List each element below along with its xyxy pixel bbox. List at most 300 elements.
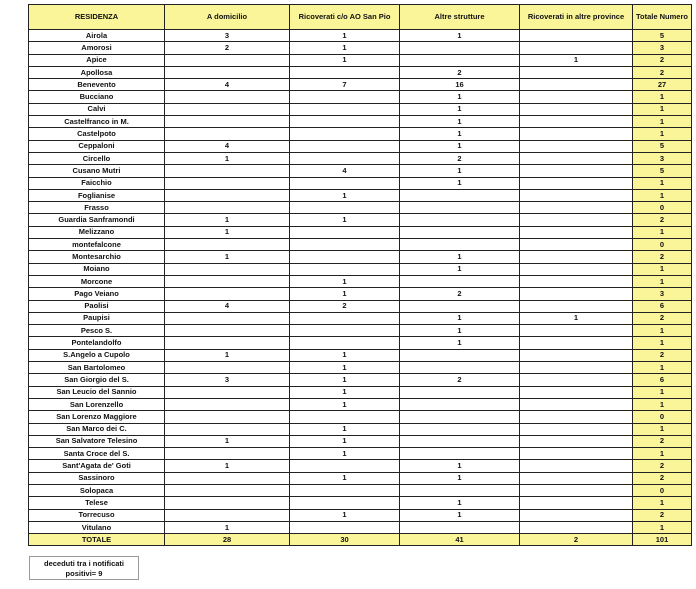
table-row [29,398,692,410]
table-row [29,349,692,361]
cell-totale-numero: 2 [633,435,692,447]
cell-ricoverati-altre-province [520,448,633,460]
table-row [29,91,692,103]
cell-totale-numero: 1 [633,386,692,398]
cell-a-domicilio [165,54,290,66]
cell-totale-numero: 1 [633,337,692,349]
table-row [29,362,692,374]
cell-altre-strutture [400,214,520,226]
table-row [29,448,692,460]
table-row [29,374,692,386]
cell-totale-numero: 2 [633,349,692,361]
cell-residenza: Ceppaloni [29,140,165,152]
table-row [29,42,692,54]
cell-residenza: Torrecuso [29,509,165,521]
cell-altre-strutture [400,275,520,287]
total-totale-numero: 101 [633,534,692,546]
total-a-domicilio: 28 [165,534,290,546]
cell-altre-strutture [400,226,520,238]
cell-altre-strutture [400,300,520,312]
cell-ricoverati-san-pio [290,251,400,263]
cell-a-domicilio: 3 [165,30,290,42]
cell-ricoverati-altre-province [520,165,633,177]
cell-altre-strutture [400,386,520,398]
cell-a-domicilio [165,497,290,509]
cell-ricoverati-altre-province [520,91,633,103]
cell-totale-numero: 0 [633,411,692,423]
cell-a-domicilio: 3 [165,374,290,386]
cell-totale-numero: 1 [633,226,692,238]
cell-ricoverati-altre-province [520,226,633,238]
cell-ricoverati-altre-province [520,263,633,275]
cell-ricoverati-san-pio: 4 [290,165,400,177]
cell-ricoverati-san-pio: 2 [290,300,400,312]
cell-a-domicilio: 4 [165,300,290,312]
cell-altre-strutture: 1 [400,312,520,324]
cell-a-domicilio [165,239,290,251]
cell-ricoverati-altre-province [520,325,633,337]
cell-ricoverati-san-pio: 1 [290,54,400,66]
cell-altre-strutture [400,42,520,54]
cell-altre-strutture [400,411,520,423]
cell-a-domicilio: 1 [165,521,290,533]
cell-a-domicilio [165,275,290,287]
cell-a-domicilio [165,423,290,435]
cell-ricoverati-altre-province: 1 [520,312,633,324]
cell-residenza: San Giorgio del S. [29,374,165,386]
cell-residenza: San Marco dei C. [29,423,165,435]
cell-ricoverati-altre-province [520,152,633,164]
cell-ricoverati-altre-province [520,398,633,410]
cell-altre-strutture [400,349,520,361]
cell-ricoverati-altre-province: 1 [520,54,633,66]
table-row [29,484,692,496]
table-row [29,300,692,312]
cell-a-domicilio [165,472,290,484]
cell-a-domicilio: 4 [165,140,290,152]
cell-ricoverati-san-pio: 1 [290,275,400,287]
header-totale-numero: Totale Numero [633,5,692,30]
cell-altre-strutture: 2 [400,66,520,78]
cell-a-domicilio [165,448,290,460]
cell-altre-strutture: 1 [400,128,520,140]
cell-totale-numero: 1 [633,263,692,275]
table-row [29,214,692,226]
table-row [29,521,692,533]
table-row [29,226,692,238]
cell-a-domicilio [165,177,290,189]
table-row [29,337,692,349]
deaths-note-line1: deceduti tra i notificati [43,559,124,568]
deaths-note [29,556,139,580]
cell-a-domicilio: 2 [165,42,290,54]
cell-a-domicilio [165,189,290,201]
cell-residenza: Sant'Agata de' Goti [29,460,165,472]
cell-residenza: San Lorenzo Maggiore [29,411,165,423]
cell-ricoverati-san-pio: 1 [290,398,400,410]
table-row [29,460,692,472]
cell-altre-strutture: 1 [400,30,520,42]
cell-ricoverati-altre-province [520,177,633,189]
cell-a-domicilio [165,411,290,423]
table-row [29,177,692,189]
cell-totale-numero: 2 [633,54,692,66]
cell-altre-strutture: 1 [400,337,520,349]
cell-ricoverati-san-pio: 1 [290,362,400,374]
cell-residenza: Amorosi [29,42,165,54]
header-row [29,5,692,30]
cell-residenza: Pago Veiano [29,288,165,300]
deaths-note-line2: positivi= 9 [65,569,103,578]
cell-residenza: Melizzano [29,226,165,238]
table-row [29,66,692,78]
cell-residenza: Moiano [29,263,165,275]
cell-ricoverati-san-pio [290,103,400,115]
cell-ricoverati-altre-province [520,460,633,472]
total-altre-strutture: 41 [400,534,520,546]
cell-totale-numero: 1 [633,448,692,460]
cell-altre-strutture: 1 [400,509,520,521]
cell-altre-strutture [400,423,520,435]
table-row [29,189,692,201]
cell-altre-strutture [400,435,520,447]
cell-residenza: Pesco S. [29,325,165,337]
table-row [29,103,692,115]
table-row [29,79,692,91]
table-row [29,263,692,275]
cell-ricoverati-altre-province [520,42,633,54]
cell-ricoverati-san-pio [290,239,400,251]
cell-ricoverati-san-pio: 1 [290,386,400,398]
cell-ricoverati-san-pio: 1 [290,472,400,484]
cell-a-domicilio [165,312,290,324]
cell-residenza: Calvi [29,103,165,115]
cell-totale-numero: 1 [633,362,692,374]
cell-ricoverati-altre-province [520,79,633,91]
table-row [29,472,692,484]
cell-a-domicilio: 1 [165,349,290,361]
cell-ricoverati-san-pio [290,66,400,78]
header-residenza: RESIDENZA [29,5,165,30]
cell-altre-strutture: 1 [400,177,520,189]
cell-residenza: montefalcone [29,239,165,251]
cell-residenza: Apollosa [29,66,165,78]
cell-totale-numero: 1 [633,189,692,201]
table-row [29,312,692,324]
cell-ricoverati-san-pio: 1 [290,42,400,54]
cell-residenza: Cusano Mutri [29,165,165,177]
table-row [29,54,692,66]
cell-residenza: S.Angelo a Cupolo [29,349,165,361]
cell-altre-strutture: 2 [400,152,520,164]
table-row [29,509,692,521]
cell-altre-strutture: 1 [400,497,520,509]
cell-ricoverati-san-pio [290,263,400,275]
cell-a-domicilio [165,362,290,374]
cell-altre-strutture: 1 [400,460,520,472]
cell-totale-numero: 0 [633,484,692,496]
cell-a-domicilio [165,165,290,177]
cell-altre-strutture: 1 [400,91,520,103]
cell-a-domicilio: 1 [165,226,290,238]
cell-a-domicilio [165,202,290,214]
cell-a-domicilio [165,484,290,496]
cell-ricoverati-altre-province [520,509,633,521]
cell-residenza: Benevento [29,79,165,91]
cell-ricoverati-altre-province [520,472,633,484]
cell-a-domicilio [165,337,290,349]
cell-totale-numero: 6 [633,374,692,386]
cell-ricoverati-san-pio: 1 [290,509,400,521]
cell-ricoverati-san-pio: 1 [290,448,400,460]
cell-totale-numero: 1 [633,398,692,410]
cell-altre-strutture: 1 [400,325,520,337]
cell-ricoverati-altre-province [520,128,633,140]
cell-residenza: San Leucio del Sannio [29,386,165,398]
cell-residenza: Castelpoto [29,128,165,140]
cell-ricoverati-san-pio [290,140,400,152]
cell-totale-numero: 2 [633,251,692,263]
cell-altre-strutture [400,521,520,533]
cell-residenza: Circello [29,152,165,164]
cell-totale-numero: 2 [633,509,692,521]
table-row [29,239,692,251]
table-row [29,497,692,509]
cell-ricoverati-san-pio [290,312,400,324]
cell-ricoverati-altre-province [520,435,633,447]
cell-ricoverati-altre-province [520,288,633,300]
cell-ricoverati-altre-province [520,497,633,509]
cell-residenza: Pontelandolfo [29,337,165,349]
cell-ricoverati-altre-province [520,30,633,42]
cell-residenza: Sassinoro [29,472,165,484]
table-row [29,275,692,287]
header-ricoverati-altre-province: Ricoverati in altre province [520,5,633,30]
cell-ricoverati-san-pio: 7 [290,79,400,91]
table-row [29,140,692,152]
cell-totale-numero: 1 [633,103,692,115]
cell-totale-numero: 2 [633,460,692,472]
cell-totale-numero: 1 [633,116,692,128]
cell-a-domicilio: 1 [165,214,290,226]
cell-ricoverati-san-pio [290,337,400,349]
cell-altre-strutture: 1 [400,103,520,115]
table-row [29,30,692,42]
cell-altre-strutture: 1 [400,116,520,128]
cell-altre-strutture: 1 [400,140,520,152]
cell-residenza: Castelfranco in M. [29,116,165,128]
cell-residenza: Paolisi [29,300,165,312]
cell-ricoverati-altre-province [520,300,633,312]
table-row [29,325,692,337]
cell-ricoverati-altre-province [520,116,633,128]
cell-residenza: Faicchio [29,177,165,189]
cell-a-domicilio: 1 [165,251,290,263]
table-row [29,435,692,447]
cell-altre-strutture: 1 [400,263,520,275]
cell-residenza: Morcone [29,275,165,287]
cell-a-domicilio: 4 [165,79,290,91]
cell-totale-numero: 5 [633,30,692,42]
cell-residenza: Airola [29,30,165,42]
cell-totale-numero: 2 [633,214,692,226]
cell-a-domicilio [165,509,290,521]
cell-totale-numero: 2 [633,312,692,324]
cell-residenza: Solopaca [29,484,165,496]
table-row [29,165,692,177]
cell-residenza: Foglianise [29,189,165,201]
cell-totale-numero: 1 [633,91,692,103]
cell-altre-strutture [400,398,520,410]
cell-totale-numero: 6 [633,300,692,312]
cell-totale-numero: 3 [633,42,692,54]
table-row [29,128,692,140]
cell-totale-numero: 0 [633,202,692,214]
cell-totale-numero: 2 [633,66,692,78]
cell-ricoverati-san-pio [290,521,400,533]
cell-ricoverati-altre-province [520,214,633,226]
cell-ricoverati-san-pio [290,128,400,140]
cell-a-domicilio [165,325,290,337]
cell-ricoverati-san-pio: 1 [290,423,400,435]
cell-ricoverati-altre-province [520,521,633,533]
total-residenza: TOTALE [29,534,165,546]
cell-residenza: Santa Croce del S. [29,448,165,460]
cell-ricoverati-altre-province [520,66,633,78]
cell-altre-strutture [400,448,520,460]
totals-row [29,534,692,546]
cell-a-domicilio [165,128,290,140]
cell-ricoverati-san-pio: 1 [290,30,400,42]
table-row [29,411,692,423]
cell-totale-numero: 3 [633,152,692,164]
cell-totale-numero: 2 [633,472,692,484]
cell-altre-strutture: 1 [400,472,520,484]
cell-ricoverati-san-pio [290,411,400,423]
cell-ricoverati-altre-province [520,411,633,423]
cell-ricoverati-altre-province [520,423,633,435]
cell-residenza: Telese [29,497,165,509]
cell-a-domicilio [165,263,290,275]
cell-ricoverati-san-pio: 1 [290,374,400,386]
cell-a-domicilio: 1 [165,460,290,472]
cell-residenza: Montesarchio [29,251,165,263]
cell-altre-strutture: 2 [400,374,520,386]
cell-ricoverati-altre-province [520,362,633,374]
cell-altre-strutture [400,239,520,251]
cell-ricoverati-san-pio [290,226,400,238]
cell-ricoverati-san-pio [290,116,400,128]
cell-a-domicilio [165,66,290,78]
cell-totale-numero: 5 [633,165,692,177]
cell-ricoverati-san-pio: 1 [290,349,400,361]
cell-ricoverati-altre-province [520,349,633,361]
cell-ricoverati-san-pio: 1 [290,214,400,226]
cell-ricoverati-altre-province [520,251,633,263]
cell-a-domicilio [165,91,290,103]
cell-totale-numero: 27 [633,79,692,91]
cell-ricoverati-altre-province [520,337,633,349]
cell-a-domicilio [165,288,290,300]
cell-residenza: Guardia Sanframondi [29,214,165,226]
cell-altre-strutture [400,484,520,496]
cell-residenza: Vitulano [29,521,165,533]
table-body [29,30,692,546]
cell-totale-numero: 5 [633,140,692,152]
cell-totale-numero: 1 [633,325,692,337]
cell-residenza: San Lorenzello [29,398,165,410]
cell-totale-numero: 1 [633,128,692,140]
cell-totale-numero: 1 [633,521,692,533]
cell-ricoverati-altre-province [520,189,633,201]
cell-ricoverati-altre-province [520,140,633,152]
cell-a-domicilio [165,386,290,398]
header-altre-strutture: Altre strutture [400,5,520,30]
header-ricoverati-san-pio: Ricoverati c/o AO San Pio [290,5,400,30]
cell-residenza: San Bartolomeo [29,362,165,374]
cell-ricoverati-altre-province [520,275,633,287]
cell-ricoverati-san-pio [290,91,400,103]
table-row [29,116,692,128]
cell-residenza: Paupisi [29,312,165,324]
cell-ricoverati-altre-province [520,239,633,251]
table-row [29,202,692,214]
cell-altre-strutture [400,202,520,214]
cell-a-domicilio: 1 [165,435,290,447]
table-row [29,423,692,435]
table-row [29,152,692,164]
table-row [29,288,692,300]
cell-a-domicilio [165,398,290,410]
total-ricoverati-altre-province: 2 [520,534,633,546]
header-a-domicilio: A domicilio [165,5,290,30]
cell-ricoverati-san-pio [290,460,400,472]
cell-a-domicilio [165,116,290,128]
cell-altre-strutture [400,54,520,66]
cell-residenza: San Salvatore Telesino [29,435,165,447]
cell-altre-strutture: 2 [400,288,520,300]
cell-ricoverati-san-pio [290,177,400,189]
cell-totale-numero: 1 [633,423,692,435]
cell-totale-numero: 3 [633,288,692,300]
cell-a-domicilio [165,103,290,115]
cell-altre-strutture: 1 [400,165,520,177]
table-row [29,251,692,263]
cell-totale-numero: 1 [633,275,692,287]
cell-ricoverati-altre-province [520,202,633,214]
cell-altre-strutture: 1 [400,251,520,263]
cell-ricoverati-san-pio [290,325,400,337]
cell-totale-numero: 1 [633,497,692,509]
cell-totale-numero: 1 [633,177,692,189]
cell-ricoverati-san-pio: 1 [290,435,400,447]
cell-ricoverati-altre-province [520,103,633,115]
cell-a-domicilio: 1 [165,152,290,164]
cell-ricoverati-altre-province [520,484,633,496]
cell-ricoverati-san-pio: 1 [290,288,400,300]
cell-altre-strutture [400,189,520,201]
cases-table [28,4,692,546]
cell-residenza: Apice [29,54,165,66]
cell-ricoverati-altre-province [520,374,633,386]
cell-ricoverati-san-pio [290,202,400,214]
cell-ricoverati-san-pio [290,497,400,509]
cell-ricoverati-san-pio [290,152,400,164]
cell-ricoverati-san-pio [290,484,400,496]
total-ricoverati-san-pio: 30 [290,534,400,546]
cell-ricoverati-san-pio: 1 [290,189,400,201]
cell-residenza: Bucciano [29,91,165,103]
